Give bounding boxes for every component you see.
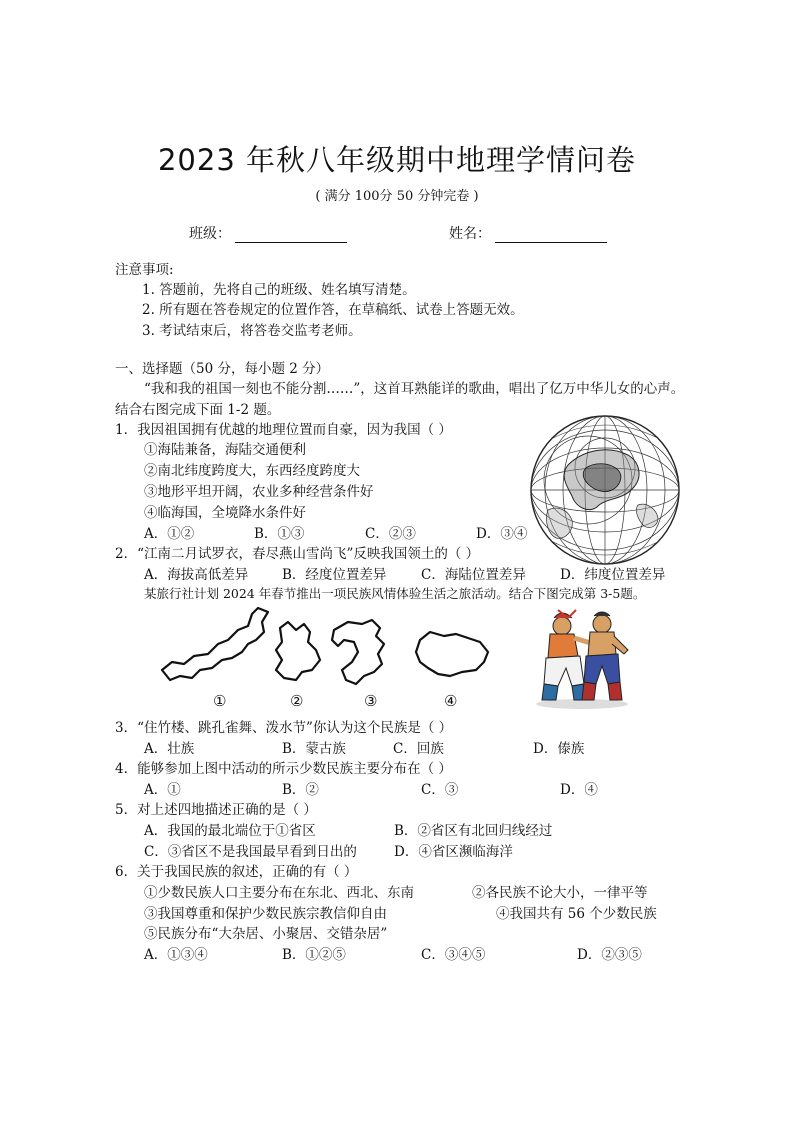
q1-item: ④临海国，全境降水条件好 <box>144 505 306 521</box>
name-blank[interactable] <box>495 228 607 243</box>
page-title: 2023 年秋八年级期中地理学情问卷 <box>157 143 637 177</box>
globe-image <box>528 410 683 570</box>
question-2-stem: 2．“江南二月试罗衣，春尽燕山雪尚飞”反映我国领土的（ ） <box>115 546 480 562</box>
note-item: 3. 考试结束后，将答卷交监考老师。 <box>142 323 362 339</box>
q6-item: ①少数民族人口主要分布在东北、西北、东南 <box>144 885 414 901</box>
map-2-outline <box>276 622 320 680</box>
question-1-stem: 1．我因祖国拥有优越的地理位置而自豪，因为我国（ ） <box>115 422 452 438</box>
class-label: 班级： <box>189 226 231 242</box>
exam-subtitle: ( 满分 100分 50 分钟完卷 ) <box>315 189 479 204</box>
map-label: ④ <box>444 692 458 710</box>
notes-heading: 注意事项: <box>115 262 174 278</box>
name-field[interactable] <box>449 223 607 243</box>
q4-option-c[interactable]: C．③ <box>421 782 459 798</box>
q2-option-a[interactable]: A．海拔高低差异 <box>144 567 249 583</box>
question-5-stem: 5．对上述四地描述正确的是（ ） <box>115 802 317 818</box>
intro-questions-3-5: 某旅行社计划 2024 年春节推出一项民族风情体验生活之旅活动。结合下图完成第 3-5题。 <box>144 586 646 601</box>
map-4-outline <box>416 632 488 676</box>
q6-item: ⑤民族分布“大杂居、小聚居、交错杂居” <box>144 926 388 942</box>
q1-item: ②南北纬度跨度大，东西经度跨度大 <box>144 463 360 479</box>
section-heading: 一、选择题（50 分，每小题 2 分） <box>115 361 330 377</box>
q6-item: ③我国尊重和保护少数民族宗教信仰自由 <box>144 906 387 922</box>
name-label: 姓名： <box>449 226 491 242</box>
q5-option-c[interactable]: C．③省区不是我国最早看到日出的 <box>144 844 357 860</box>
question-6-stem: 6．关于我国民族的叙述，正确的有（ ） <box>115 864 358 880</box>
map-label: ③ <box>364 692 378 710</box>
map-1-outline <box>162 608 268 680</box>
province-maps <box>158 600 498 712</box>
question-3-stem: 3．“住竹楼、跳孔雀舞、泼水节”你认为这个民族是（ ） <box>115 720 453 736</box>
q6-item: ②各民族不论大小，一律平等 <box>472 885 648 901</box>
question-4-stem: 4．能够参加上图中活动的所示少数民族主要分布在（ ） <box>115 761 452 777</box>
q3-option-c[interactable]: C．回族 <box>393 741 444 757</box>
q1-item: ③地形平坦开阔，农业多种经营条件好 <box>144 484 374 500</box>
q1-option-b[interactable]: B．①③ <box>254 526 305 542</box>
section-intro: 结合右图完成下面 1-2 题。 <box>115 402 281 418</box>
q3-option-b[interactable]: B．蒙古族 <box>282 741 346 757</box>
note-item: 1. 答题前，先将自己的班级、姓名填写清楚。 <box>142 282 416 298</box>
q2-option-c[interactable]: C．海陆位置差异 <box>421 567 526 583</box>
q6-option-b[interactable]: B．①②⑤ <box>282 947 346 963</box>
q2-option-d[interactable]: D．纬度位置差异 <box>560 567 666 583</box>
q4-option-b[interactable]: B．② <box>282 782 319 798</box>
q1-option-c[interactable]: C．②③ <box>365 526 416 542</box>
q1-item: ①海陆兼备，海陆交通便利 <box>144 442 306 458</box>
q4-option-a[interactable]: A．① <box>144 782 181 798</box>
wrestling-illustration <box>528 604 636 712</box>
q6-item: ④我国共有 56 个少数民族 <box>496 906 657 922</box>
map-3-outline <box>332 620 384 684</box>
q5-option-b[interactable]: B．②省区有北回归线经过 <box>394 823 553 839</box>
q3-option-d[interactable]: D．傣族 <box>533 741 585 757</box>
q6-option-d[interactable]: D．②③⑤ <box>577 947 642 963</box>
q2-option-b[interactable]: B．经度位置差异 <box>282 567 387 583</box>
class-field[interactable] <box>189 223 347 243</box>
q3-option-a[interactable]: A．壮族 <box>144 741 195 757</box>
class-blank[interactable] <box>235 228 347 243</box>
q6-option-a[interactable]: A．①③④ <box>144 947 208 963</box>
q1-option-d[interactable]: D．③④ <box>476 526 528 542</box>
map-label: ② <box>290 692 304 710</box>
q5-option-d[interactable]: D．④省区濒临海洋 <box>394 844 513 860</box>
q5-option-a[interactable]: A．我国的最北端位于①省区 <box>144 823 316 839</box>
q1-option-a[interactable]: A．①② <box>144 526 195 542</box>
map-label: ① <box>213 692 227 710</box>
section-intro: “我和我的祖国一刻也不能分割……”，这首耳熟能详的歌曲，唱出了亿万中华儿女的心声。 <box>144 381 685 397</box>
q4-option-d[interactable]: D．④ <box>560 782 598 798</box>
q6-option-c[interactable]: C．③④⑤ <box>421 947 486 963</box>
note-item: 2. 所有题在答卷规定的位置作答，在草稿纸、试卷上答题无效。 <box>142 302 524 318</box>
